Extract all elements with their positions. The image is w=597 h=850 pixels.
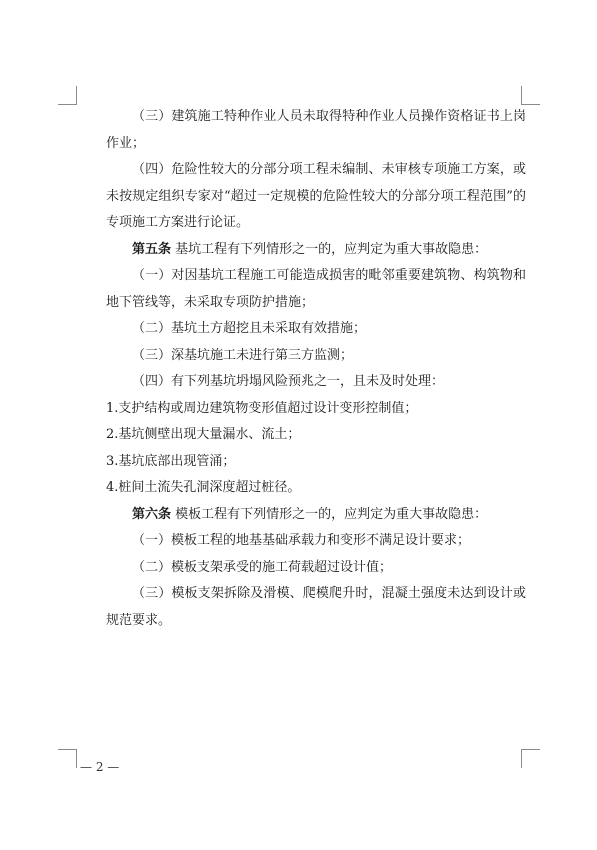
numbered-item: 4.桩间土流失孔洞深度超过桩径。 xyxy=(106,480,301,495)
numbered-item: 3.基坑底部出现管涌； xyxy=(106,453,236,469)
page-number: — 2 — xyxy=(80,760,120,774)
paragraph-item: （三）模板支架拆除及滑模、爬模爬升时，混凝土强度未达到设计或规范要求。 xyxy=(106,586,526,628)
body-text xyxy=(106,104,526,634)
article-text: 模板工程有下列情形之一的，应判定为重大事故隐患： xyxy=(175,506,488,522)
numbered-item: 2.基坑侧壁出现大量漏水、流土； xyxy=(106,427,301,442)
paragraph-item: （三）深基坑施工未进行第三方监测； xyxy=(132,347,354,363)
article-text: 基坑工程有下列情形之一的，应判定为重大事故隐患： xyxy=(175,241,488,257)
paragraph-item: （二）模板支架承受的施工荷载超过设计值； xyxy=(132,559,393,575)
crop-mark-bottom-left xyxy=(58,749,77,768)
crop-mark-bottom-right xyxy=(521,749,540,768)
numbered-item: 1.支护结构或周边建筑物变形值超过设计变形控制值； xyxy=(106,400,418,416)
crop-mark-top-left xyxy=(58,86,77,105)
paragraph-item: （一）对因基坑工程施工可能造成损害的毗邻重要建筑物、构筑物和地下管线等，未采取专项防护措施； xyxy=(106,268,526,310)
article-label: 第六条 xyxy=(132,506,172,522)
paragraph-article-6 xyxy=(106,502,526,529)
paragraph-article-5 xyxy=(106,237,526,264)
paragraph-item: （三）建筑施工特种作业人员未取得特种作业人员操作资格证书上岗作业； xyxy=(106,109,526,151)
paragraph-item: （二）基坑土方超挖且未采取有效措施； xyxy=(132,321,367,336)
article-label: 第五条 xyxy=(132,241,172,257)
paragraph-item: （四）危险性较大的分部分项工程未编制、未审核专项施工方案，或未按规定组织专家对“超过一定规模的危险性较大的分部分项工程范围”的专项施工方案进行论证。 xyxy=(106,162,526,230)
paragraph-item: （一）模板工程的地基基础承载力和变形不满足设计要求； xyxy=(132,533,471,548)
paragraph-item: （四）有下列基坑坍塌风险预兆之一，且未及时处理： xyxy=(132,374,445,389)
crop-mark-top-right xyxy=(521,86,540,105)
